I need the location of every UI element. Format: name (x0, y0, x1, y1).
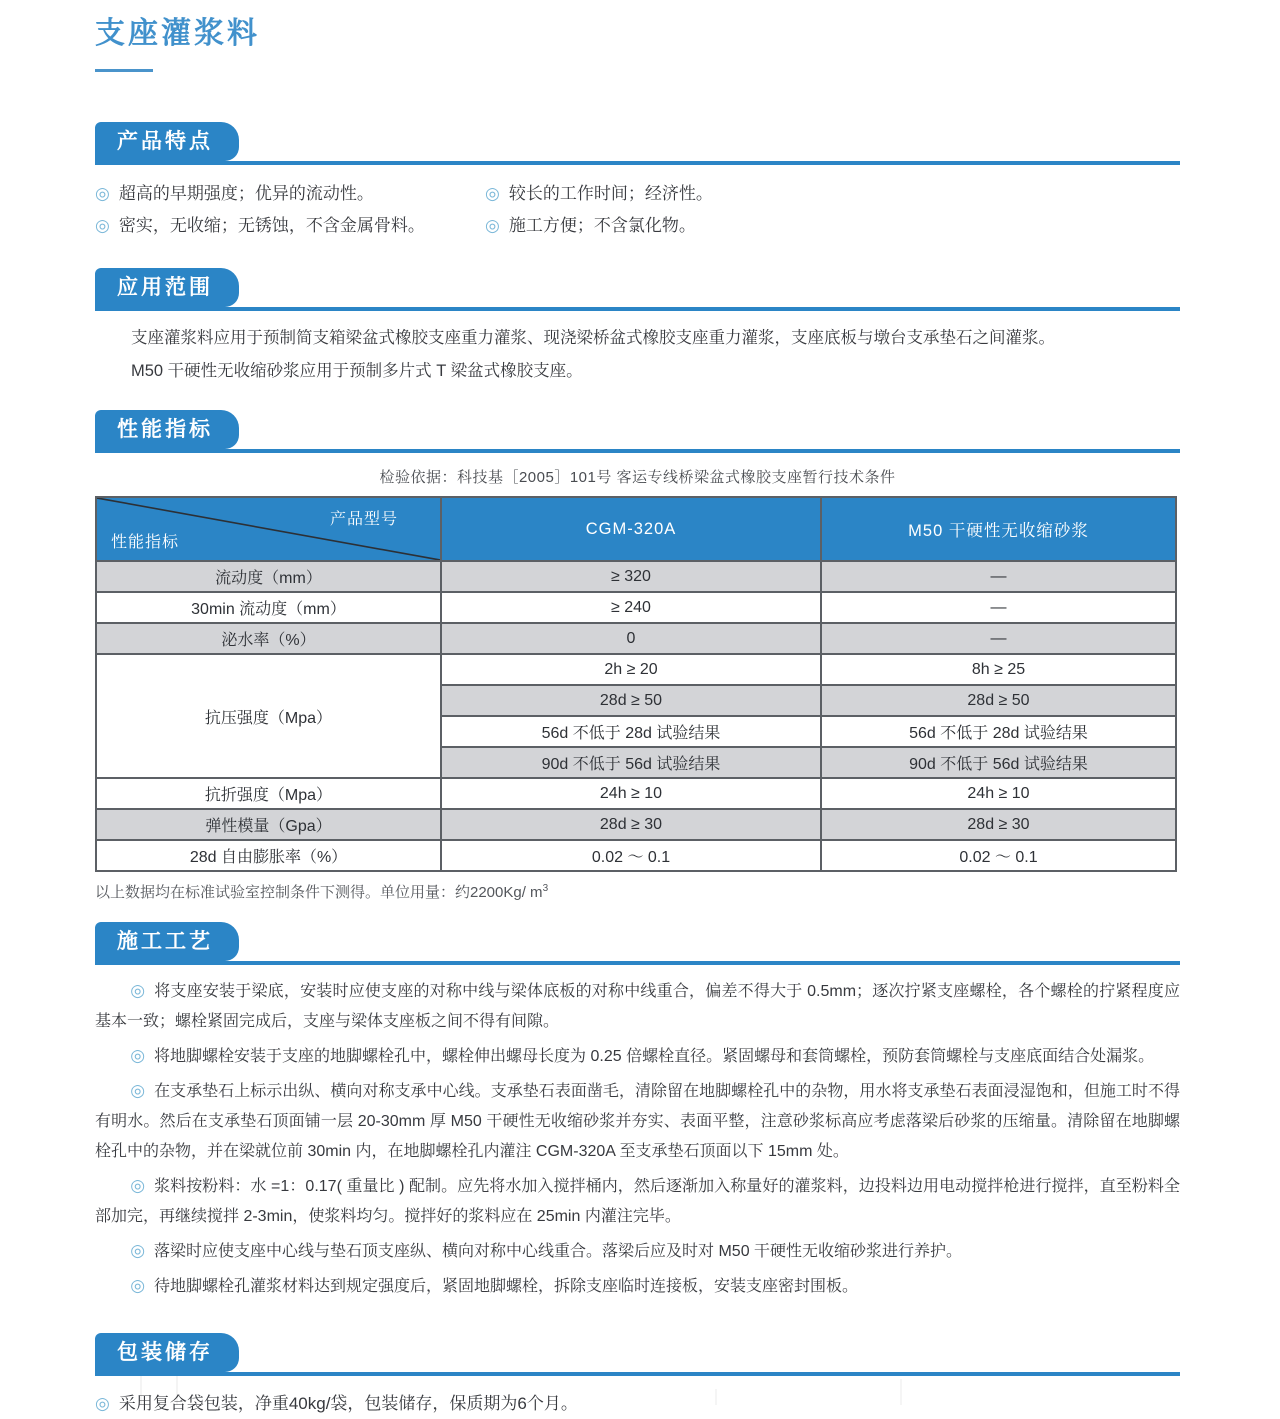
test-basis-text: 检验依据：科技基［2005］101号 客运专线桥梁盆式橡胶支座暂行技术条件 (379, 469, 896, 486)
section-header-packaging (95, 1333, 1180, 1376)
table-row (96, 778, 1176, 809)
m50-value: 90d 不低于 56d 试验结果 (821, 747, 1176, 778)
ring-bullet-icon (130, 1243, 154, 1260)
construction-step (95, 1076, 1180, 1167)
ring-bullet-icon (485, 184, 509, 203)
application-line: M50 干硬性无收缩砂浆应用于预制多片式 T 梁盆式橡胶支座。 (131, 362, 583, 380)
section-header-features (95, 122, 1180, 165)
column-header-m50: M50 干硬性无收缩砂浆 (821, 497, 1176, 561)
feature-text: 超高的早期强度；优异的流动性。 (118, 184, 374, 203)
cgm-value: 90d 不低于 56d 试验结果 (441, 747, 821, 778)
construction-step (95, 1271, 1180, 1302)
construction-step-text: 在支承垫石上标示出纵、横向对称支承中心线。支承垫石表面凿毛，清除留在地脚螺栓孔中的杂物，用水将支承垫石表面浸湿饱和，但施工时不得有明水。然后在支承垫石顶面铺一层 20-30mm 厚 M50 干硬性无收缩砂浆并夯实、表面平整，注意砂浆标高应考虑落梁后砂浆的压缩量。清除留在地脚螺栓孔中的杂物，并在梁就位前 30min 内，在地脚螺栓孔内灌注 CGM-320A 至支承垫石顶面以下 15mm 处。 (95, 1083, 1180, 1160)
table-footnote (95, 881, 1180, 902)
ring-bullet-icon (95, 216, 119, 235)
corner-label-indicator: 性能指标 (111, 534, 180, 551)
packaging-badge: 包装储存 (95, 1333, 239, 1372)
feature-text: 施工方便；不含氯化物。 (508, 216, 696, 235)
table-row (96, 623, 1176, 654)
m50-value: — (821, 561, 1176, 592)
row-label: 泌水率（%） (96, 623, 441, 654)
ring-bullet-icon (95, 184, 119, 203)
column-header-cgm: CGM-320A (441, 497, 821, 561)
table-row (96, 809, 1176, 840)
footnote-text: 以上数据均在标准试验室控制条件下测得。单位用量：约2200Kg/ m (95, 884, 543, 901)
packaging-bullet-text: 采用复合袋包装，净重40kg/袋，包装储存，保质期为6个月。 (118, 1394, 578, 1413)
construction-step (95, 1236, 1180, 1267)
m50-value: 28d ≥ 50 (821, 685, 1176, 716)
ring-bullet-icon (130, 1278, 154, 1295)
construction-paragraphs (95, 976, 1180, 1302)
title-underline (95, 69, 153, 72)
construction-step (95, 976, 1180, 1037)
table-row (96, 654, 1176, 685)
m50-value: 0.02 ～ 0.1 (821, 840, 1176, 871)
ring-bullet-icon (130, 1178, 154, 1195)
construction-badge: 施工工艺 (95, 922, 239, 961)
features-badge: 产品特点 (95, 122, 239, 161)
cgm-value: 24h ≥ 10 (441, 778, 821, 809)
application-text (131, 322, 1180, 388)
m50-value: 24h ≥ 10 (821, 778, 1176, 809)
row-label-compressive: 抗压强度（Mpa） (96, 654, 441, 778)
feature-item (485, 210, 1180, 242)
row-label: 28d 自由膨胀率（%） (96, 840, 441, 871)
feature-text: 密实，无收缩；无锈蚀，不含金属骨料。 (118, 216, 425, 235)
cgm-value: ≥ 320 (441, 561, 821, 592)
construction-step-text: 浆料按粉料：水 =1：0.17( 重量比 ) 配制。应先将水加入搅拌桶内，然后逐渐加入称量好的灌浆料，边投料边用电动搅拌枪进行搅拌，直至粉料全部加完，再继续搅拌 2-3min，使浆料均匀。搅拌好的浆料应在 25min 内灌注完毕。 (95, 1178, 1180, 1225)
packaging-text (95, 1389, 1180, 1419)
feature-item (95, 178, 485, 210)
ring-bullet-icon (485, 216, 509, 235)
ring-bullet-icon (130, 983, 154, 1000)
row-label: 抗折强度（Mpa） (96, 778, 441, 809)
construction-step-text: 将支座安装于梁底，安装时应使支座的对称中线与梁体底板的对称中线重合，偏差不得大于 0.5mm；逐次拧紧支座螺栓，各个螺栓的拧紧程度应基本一致；螺栓紧固完成后，支座与梁体支座板之间不得有间隙。 (95, 983, 1180, 1030)
row-label: 弹性模量（Gpa） (96, 809, 441, 840)
cgm-value: 28d ≥ 30 (441, 809, 821, 840)
construction-step-text: 待地脚螺栓孔灌浆材料达到规定强度后，紧固地脚螺栓，拆除支座临时连接板，安装支座密封围板。 (154, 1278, 859, 1295)
section-header-performance (95, 410, 1180, 453)
m50-value: — (821, 592, 1176, 623)
m50-value: 28d ≥ 30 (821, 809, 1176, 840)
feature-item (485, 178, 1180, 210)
cgm-value: 0 (441, 623, 821, 654)
application-badge: 应用范围 (95, 268, 239, 307)
table-row (96, 561, 1176, 592)
section-header-construction (95, 922, 1180, 965)
feature-text: 较长的工作时间；经济性。 (508, 184, 713, 203)
performance-table (95, 496, 1177, 872)
m50-value: 8h ≥ 25 (821, 654, 1176, 685)
m50-value: — (821, 623, 1176, 654)
corner-label-model: 产品型号 (329, 511, 398, 528)
row-label: 30min 流动度（mm） (96, 592, 441, 623)
ring-bullet-icon (130, 1083, 154, 1100)
performance-badge: 性能指标 (95, 410, 239, 449)
table-row (96, 840, 1176, 871)
table-header-row (96, 497, 1176, 561)
cgm-value: 0.02 ～ 0.1 (441, 840, 821, 871)
construction-step-text: 落梁时应使支座中心线与垫石顶支座纵、横向对称中心线重合。落梁后应及时对 M50 干硬性无收缩砂浆进行养护。 (154, 1243, 963, 1260)
section-header-application (95, 268, 1180, 311)
construction-step (95, 1041, 1180, 1072)
cgm-value: 2h ≥ 20 (441, 654, 821, 685)
cgm-value: ≥ 240 (441, 592, 821, 623)
features-list (95, 178, 1180, 242)
page-title: 支座灌浆料 (95, 17, 260, 50)
ring-bullet-icon (130, 1048, 154, 1065)
footnote-superscript: 3 (542, 883, 549, 894)
row-label: 流动度（mm） (96, 561, 441, 592)
construction-step (95, 1171, 1180, 1232)
table-row (96, 592, 1176, 623)
table-corner-cell (96, 497, 441, 561)
ring-bullet-icon (95, 1394, 119, 1413)
feature-item (95, 210, 485, 242)
cgm-value: 56d 不低于 28d 试验结果 (441, 716, 821, 747)
construction-step-text: 将地脚螺栓安装于支座的地脚螺栓孔中，螺栓伸出螺母长度为 0.25 倍螺栓直径。紧固螺母和套筒螺栓，预防套筒螺栓与支座底面结合处漏浆。 (154, 1048, 1155, 1065)
m50-value: 56d 不低于 28d 试验结果 (821, 716, 1176, 747)
application-line: 支座灌浆料应用于预制简支箱梁盆式橡胶支座重力灌浆、现浇梁桥盆式橡胶支座重力灌浆，支座底板与墩台支承垫石之间灌浆。 (131, 329, 1055, 347)
cgm-value: 28d ≥ 50 (441, 685, 821, 716)
